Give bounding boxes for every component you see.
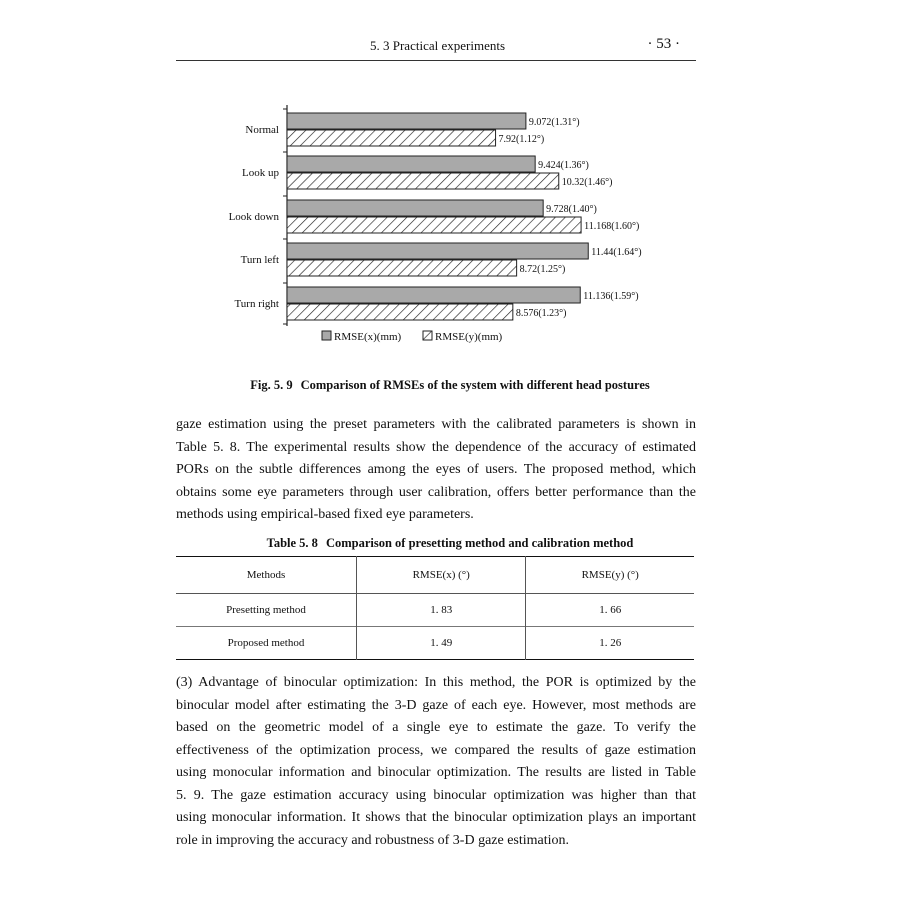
text-line: 5. 9. The gaze estimation accuracy using binocular optimization was higher than that	[176, 787, 696, 803]
table-label: Table 5. 8	[266, 536, 318, 550]
data-label: 8.576(1.23°)	[515, 308, 567, 319]
data-label: 7.92(1.12°)	[498, 134, 545, 145]
bar-rmse-x	[287, 287, 580, 303]
text-line: gaze estimation using the preset parameters with the calibrated parameters is shown in	[176, 417, 696, 432]
figure-caption	[0, 378, 900, 393]
text-line: methods using empirical-based fixed eye parameters.	[176, 507, 474, 522]
text-line: role in improving the accuracy and robustness of 3-D gaze estimation.	[176, 832, 570, 848]
table-row	[176, 594, 694, 627]
table-row	[176, 627, 694, 660]
text-line: obtains some eye parameters through user calibration, offers better performance than the	[176, 484, 696, 500]
bar-rmse-y	[287, 304, 513, 320]
table-header-row	[176, 557, 694, 594]
figure-caption-text: Comparison of RMSEs of the system with different head postures	[300, 378, 650, 392]
category-label: Normal	[245, 124, 279, 136]
table-cell-method: Presetting method	[226, 604, 306, 616]
data-label: 10.32(1.46°)	[561, 177, 613, 188]
legend-swatch-rmse-x	[322, 331, 331, 340]
figure-label: Fig. 5. 9	[250, 378, 293, 392]
page-number: · 53 ·	[647, 36, 680, 52]
category-label: Look down	[228, 211, 279, 223]
table-header-rmse-x: RMSE(x) (°)	[357, 557, 526, 594]
text-line: (3) Advantage of binocular optimization: In this method, the POR is optimized by the	[176, 675, 696, 690]
table-caption-text: Comparison of presetting method and calibration method	[325, 536, 634, 550]
data-label: 9.728(1.40°)	[546, 204, 597, 215]
bar-chart	[0, 0, 900, 370]
bar-rmse-y	[287, 260, 517, 276]
table-header-methods: Methods	[176, 557, 357, 594]
bar-rmse-y	[287, 130, 496, 146]
text-line: using monocular information. It shows that the binocular optimization plays an important	[176, 810, 696, 825]
text-line: effectiveness of the optimization process, we compared the results of gaze estimation	[176, 742, 696, 758]
table-cell-rmse-x: 1. 83	[357, 594, 526, 627]
data-label: 11.136(1.59°)	[583, 291, 639, 302]
legend-swatch-rmse-y	[423, 331, 432, 340]
data-label: 9.072(1.31°)	[528, 117, 580, 128]
category-label: Turn right	[234, 298, 279, 310]
bar-rmse-x	[287, 156, 535, 172]
legend-label: RMSE(y)(mm)	[435, 331, 503, 343]
bar-rmse-x	[287, 113, 526, 129]
paragraph-1	[176, 414, 696, 527]
data-label: 11.168(1.60°)	[584, 221, 640, 232]
text-line: using monocular information and binocular optimization. The results are listed in Table	[176, 765, 696, 780]
table-cell-rmse-x: 1. 49	[357, 627, 526, 660]
paragraph-2	[176, 672, 696, 852]
table-caption	[0, 536, 900, 551]
table-cell-rmse-y: 1. 26	[526, 627, 694, 660]
legend-label: RMSE(x)(mm)	[334, 331, 402, 343]
data-label: 11.44(1.64°)	[591, 247, 642, 258]
data-label: 8.72(1.25°)	[519, 264, 566, 275]
bar-rmse-y	[287, 217, 581, 233]
table-header-rmse-y: RMSE(y) (°)	[526, 557, 694, 594]
text-line: based on the geometric model of a single eye to estimate the gaze. To verify the	[176, 720, 696, 735]
comparison-table	[176, 556, 694, 660]
category-label: Look up	[242, 167, 279, 179]
text-line: PORs on the subtle differences among the eyes of users. The proposed method, which	[176, 462, 696, 477]
data-label: 9.424(1.36°)	[538, 160, 589, 171]
table-cell-method: Proposed method	[176, 627, 357, 660]
table-cell-rmse-y: 1. 66	[526, 594, 694, 627]
bar-rmse-x	[287, 200, 543, 216]
text-line: binocular model after estimating the 3-D gaze of each eye. However, most methods are	[176, 697, 696, 713]
section-title: 5. 3 Practical experiments	[370, 38, 506, 53]
bar-rmse-y	[287, 173, 559, 189]
category-label: Turn left	[240, 254, 279, 266]
text-line: Table 5. 8. The experimental results show the dependence of the accuracy of estimated	[176, 439, 696, 455]
bar-rmse-x	[287, 243, 588, 259]
